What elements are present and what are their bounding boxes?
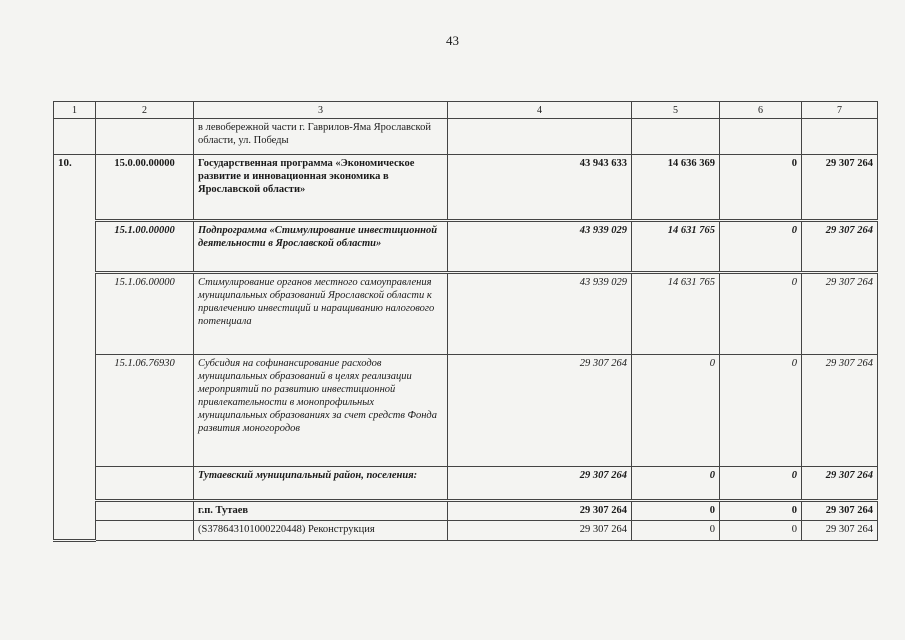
value-cell-7: 29 307 264 [802, 501, 878, 521]
code-cell [96, 467, 194, 501]
value-cell-4: 43 939 029 [448, 221, 632, 273]
name-cell: в левобережной части г. Гаврилов-Яма Ярославской области, ул. Победы [194, 119, 448, 155]
table-row [54, 501, 878, 521]
value-cell-4: 43 939 029 [448, 273, 632, 355]
table-row [54, 521, 878, 541]
col-header-1: 1 [54, 102, 96, 119]
value-cell-4: 29 307 264 [448, 467, 632, 501]
col-header-5: 5 [632, 102, 720, 119]
code-cell: 15.1.06.00000 [96, 273, 194, 355]
col-header-6: 6 [720, 102, 802, 119]
col-header-3: 3 [194, 102, 448, 119]
name-cell: Подпрограмма «Стимулирование инвестиционной деятельности в Ярославской области» [194, 221, 448, 273]
value-cell-4: 29 307 264 [448, 501, 632, 521]
value-cell-7: 29 307 264 [802, 521, 878, 541]
value-cell-6: 0 [720, 521, 802, 541]
row-number-cell: 10. [54, 155, 96, 541]
value-cell-6: 0 [720, 355, 802, 467]
name-cell: Государственная программа «Экономическое развитие и инновационная экономика в Ярославской области» [194, 155, 448, 221]
value-cell-5 [632, 119, 720, 155]
code-cell [96, 521, 194, 541]
value-cell-6: 0 [720, 467, 802, 501]
value-cell-5: 0 [632, 467, 720, 501]
table-row [54, 273, 878, 355]
table-row [54, 467, 878, 501]
code-cell: 15.1.06.76930 [96, 355, 194, 467]
value-cell-4 [448, 119, 632, 155]
value-cell-7: 29 307 264 [802, 221, 878, 273]
value-cell-5: 0 [632, 521, 720, 541]
value-cell-5: 0 [632, 355, 720, 467]
value-cell-6: 0 [720, 501, 802, 521]
page-number: 43 [446, 33, 459, 48]
value-cell-6: 0 [720, 273, 802, 355]
name-cell: Субсидия на софинансирование расходов муниципальных образований в целях реализации мероприятий по развитию инвестиционной привлекательности в монопрофильных муниципальных образованиях за счет средств Фонда развития моногородов [194, 355, 448, 467]
value-cell-6: 0 [720, 155, 802, 221]
value-cell-7 [802, 119, 878, 155]
value-cell-5: 14 631 765 [632, 221, 720, 273]
budget-table [53, 101, 878, 542]
name-cell: Тутаевский муниципальный район, поселения: [194, 467, 448, 501]
col-header-4: 4 [448, 102, 632, 119]
value-cell-7: 29 307 264 [802, 355, 878, 467]
value-cell-4: 29 307 264 [448, 521, 632, 541]
value-cell-5: 0 [632, 501, 720, 521]
table-row [54, 119, 878, 155]
value-cell-6 [720, 119, 802, 155]
code-cell [96, 501, 194, 521]
value-cell-7: 29 307 264 [802, 155, 878, 221]
table-row [54, 221, 878, 273]
value-cell-6: 0 [720, 221, 802, 273]
name-cell: г.п. Тутаев [194, 501, 448, 521]
col-header-2: 2 [96, 102, 194, 119]
name-cell: Стимулирование органов местного самоуправления муниципальных образований Ярославской области к привлечению инвестиций и наращиванию налогового потенциала [194, 273, 448, 355]
code-cell: 15.1.00.00000 [96, 221, 194, 273]
value-cell-5: 14 636 369 [632, 155, 720, 221]
col-header-7: 7 [802, 102, 878, 119]
code-cell [96, 119, 194, 155]
value-cell-4: 43 943 633 [448, 155, 632, 221]
table-row [54, 155, 878, 221]
value-cell-7: 29 307 264 [802, 467, 878, 501]
value-cell-4: 29 307 264 [448, 355, 632, 467]
name-cell: (S378643101000220448) Реконструкция [194, 521, 448, 541]
row-number-cell [54, 119, 96, 155]
value-cell-5: 14 631 765 [632, 273, 720, 355]
table-row [54, 355, 878, 467]
code-cell: 15.0.00.00000 [96, 155, 194, 221]
header-row [54, 102, 878, 119]
value-cell-7: 29 307 264 [802, 273, 878, 355]
